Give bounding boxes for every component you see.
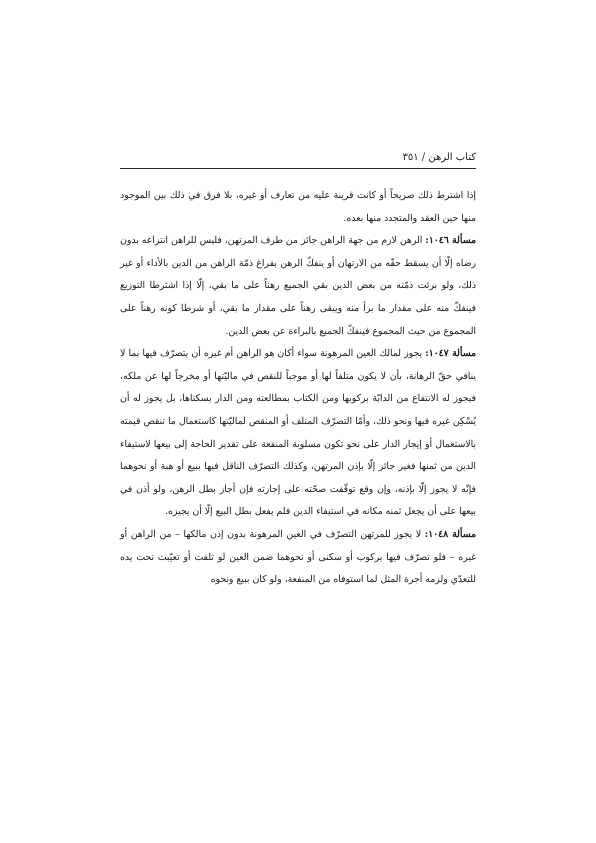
issue-1047-paragraph — [120, 343, 476, 524]
paragraph-text: إذا اشترط ذلك صريحاً أو كانت قرينة عليه من تعارف أو غيره، بلا فرق في ذلك بين الموجود منها حين العقد والمتجدد منها بعده. — [120, 190, 476, 224]
body-text — [120, 185, 476, 592]
issue-number: مسألة ١٠٤٧: — [425, 348, 476, 360]
paragraph-continuation — [120, 185, 476, 230]
book-page — [120, 150, 476, 592]
issue-number: مسألة ١٠٤٦: — [425, 235, 476, 247]
issue-1048-paragraph — [120, 524, 476, 592]
running-title: كتاب الرهن / ٣٥١ — [402, 152, 476, 163]
paragraph-text: الرهن لازم من جهة الراهن جائز من طرف المرتهن، فليس للراهن انتزاعه بدون رضاه إلّا أن يسقط حقّه من الارتهان أو ينفكّ الرهن بفراغ ذمّة الراهن من الدين بالأداء أو غير ذلك، ولو برئت ذمّته من بعض الدين بقي الجميع رهناً على ما بقي، إلّا إذا اشترطا التوزيع فينفكّ منه على مقدار ما برأ منه ويبقى رهناً على مقدار ما بقي، أو شرطا كونه رهناً على المجموع من حيث المجموع فينفكّ الجميع بالبراءة عن بعض الدين. — [120, 235, 476, 337]
issue-1046-paragraph — [120, 230, 476, 343]
running-header — [120, 150, 476, 169]
issue-number: مسألة ١٠٤٨: — [424, 528, 476, 540]
paragraph-text: يجوز لمالك العين المرهونة سواء أكان هو الراهن أم غيره أن يتصرّف فيها بما لا ينافي حقّ الرهانة، بأن لا يكون متلفاً لها أو موجباً للنقص في ماليّتها أو مخرجاً لها عن ملكه، فيجوز له الانتفاع من الدابّة بركوبها ومن الكتاب بمطالعته ومن الدار بسكناها، بل يجوز له أن يُسْكِن غيره فيها ونحو ذلك، وأمّا التصرّف المتلف أو المنقص لماليّتها كاستعمال ما تنقص قيمته بالاستعمال أو إيجار الدار على نحو تكون مسلوبة المنفعة على تقدير الحاجة إلى بيعها لاستيفاء الدين من ثمنها فغير جائز إلّا بإذن المرتهن، وكذلك التصرّف الناقل فيها ببيع أو هبة أو نحوهما فإنّه لا يجوز إلّا بإذنه، وإن وقع توقّفت صحّته على إجازته فإن أجاز بطل الرهن، ولو أذن في بيعها على أن يجعل ثمنه مكانه في استيفاء الدين فلم يفعل بطل البيع إلّا أن يجيزه. — [120, 348, 476, 518]
paragraph-text: لا يجوز للمرتهن التصرّف في العين المرهونة بدون إذن مالكها – من الراهن أو غيره – فلو تصرّف فيها بركوب أو سكنى أو نحوهما ضمن العين لو تلفت أو تعيّبت تحت يده للتعدّي ولزمه أجرة المثل لما استوفاه من المنفعة، ولو كان ببيع ونحوه — [120, 528, 476, 586]
